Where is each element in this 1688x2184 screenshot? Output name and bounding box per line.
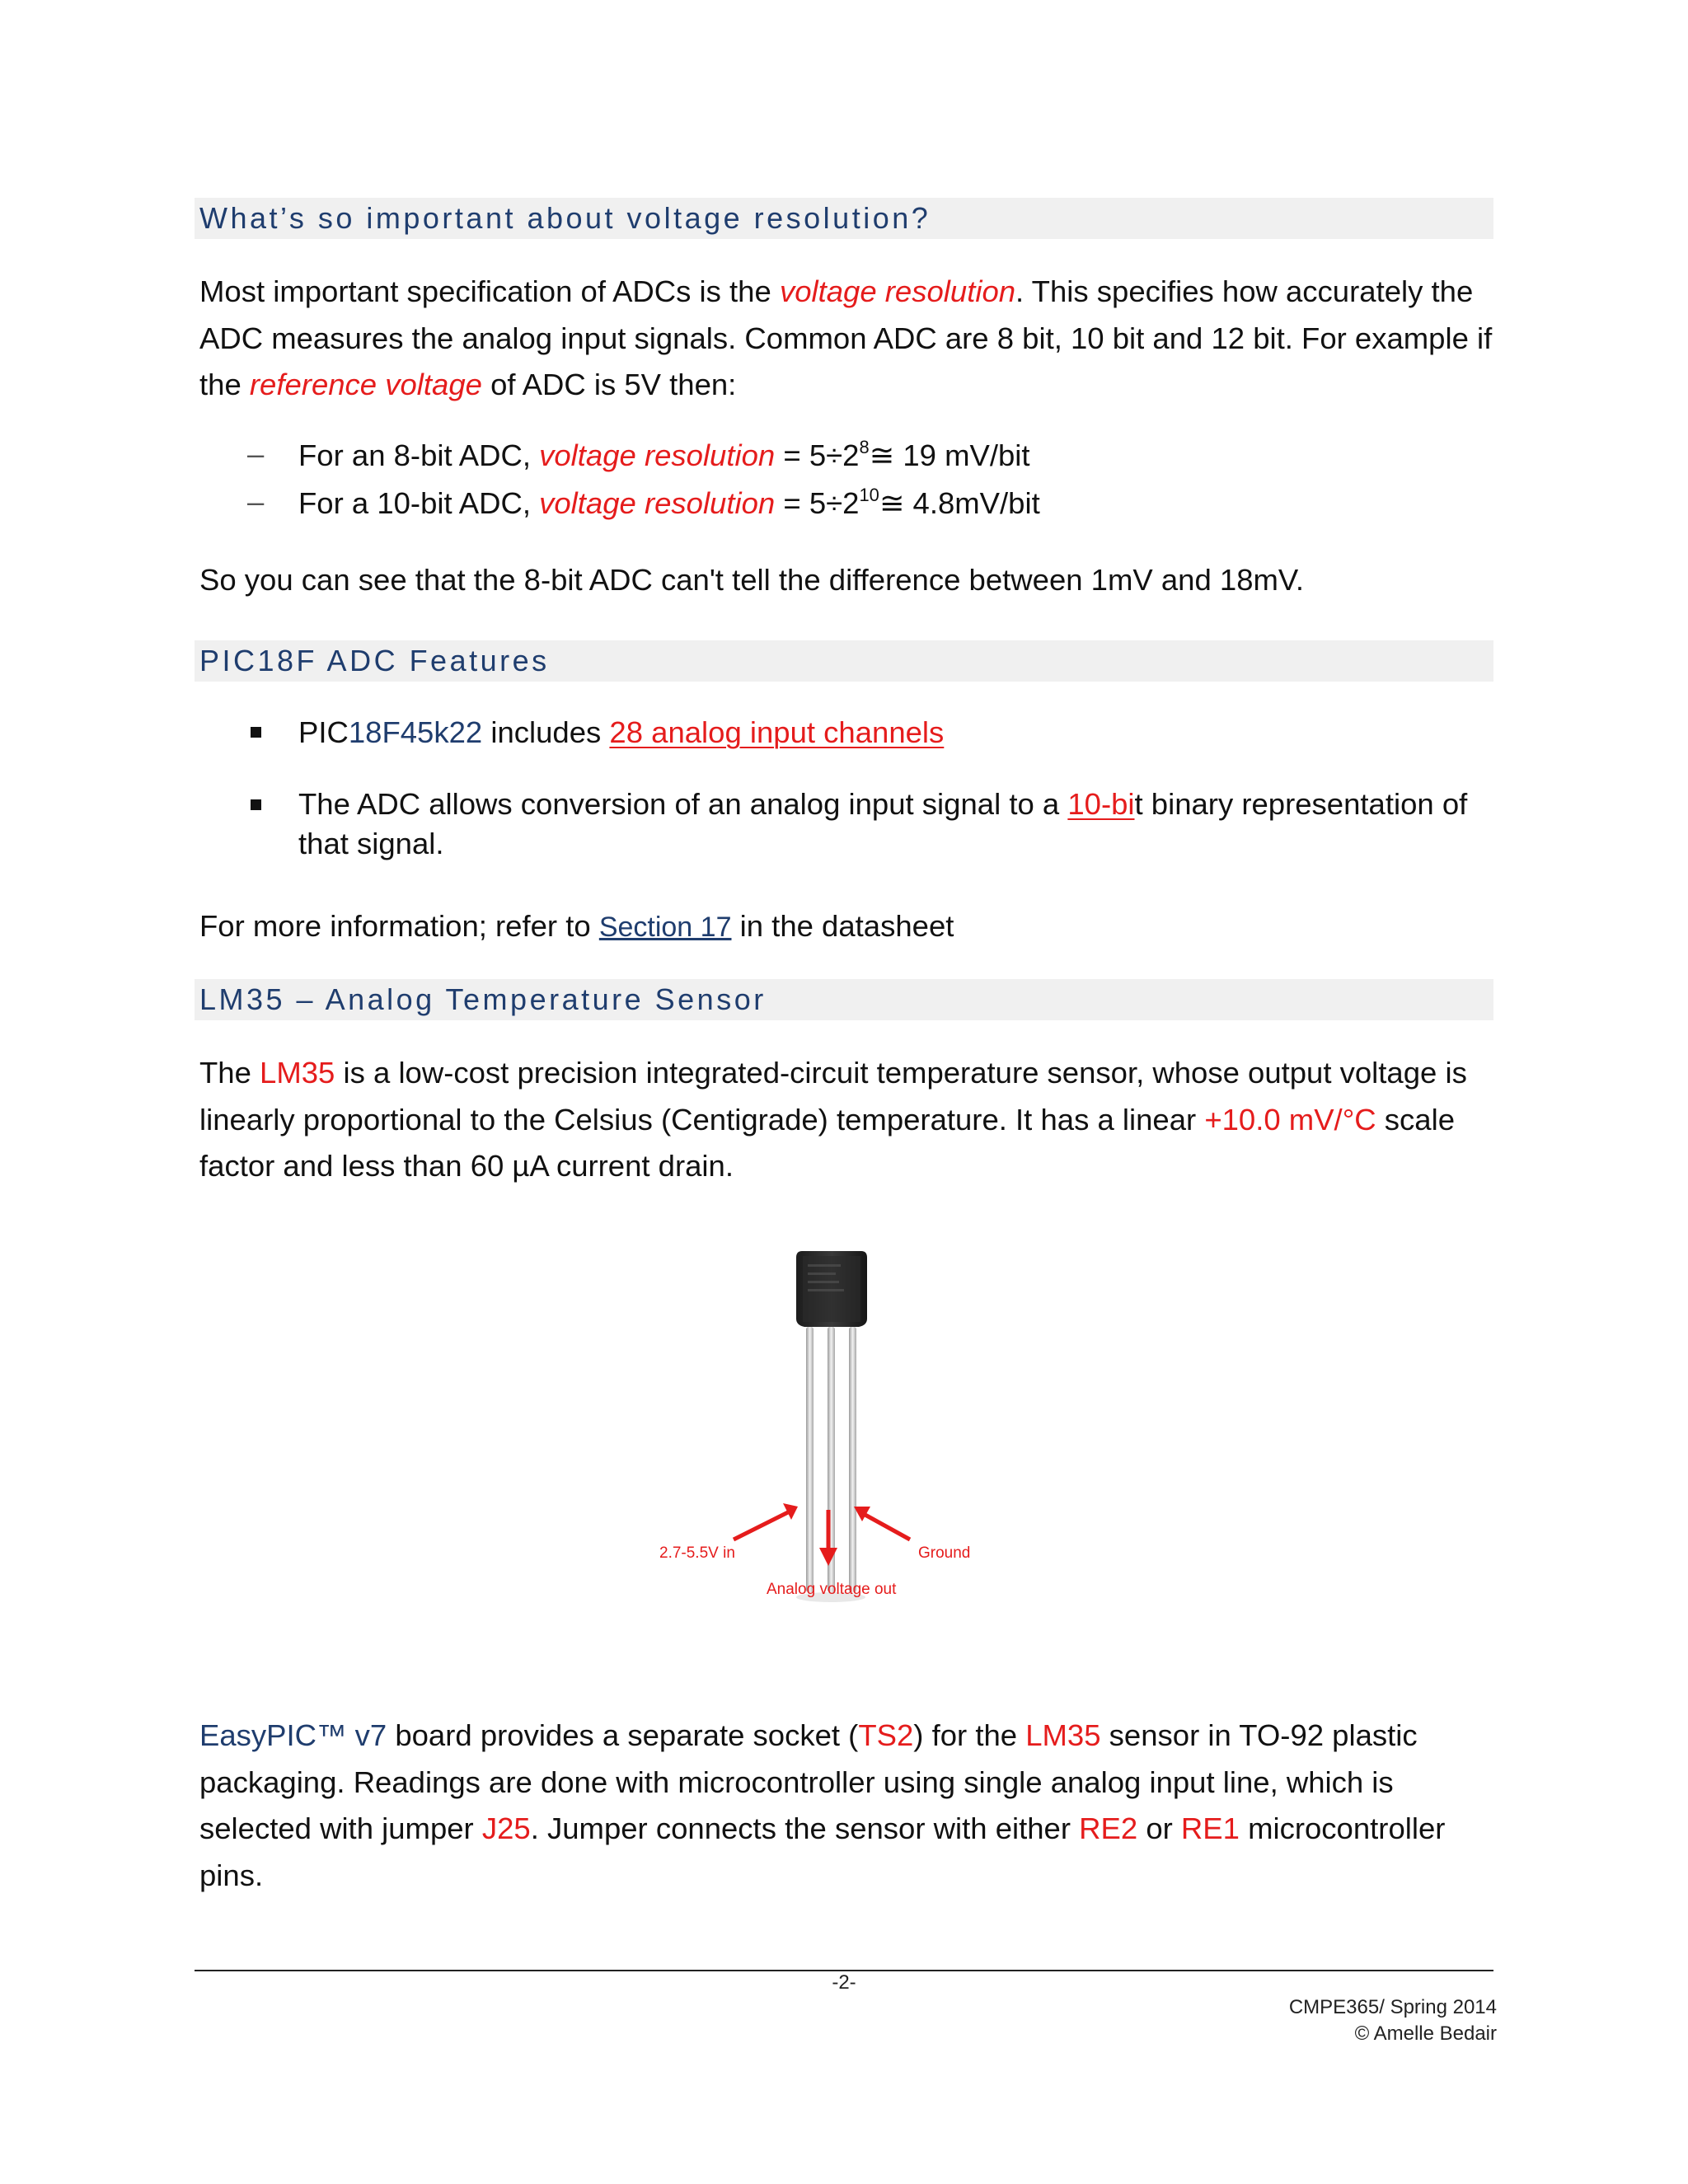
chip-name: 18F45k22 [348,715,483,749]
label-vout: Analog voltage out [767,1581,897,1598]
board-name: EasyPIC™ v7 [199,1718,387,1752]
socket-ts2: TS2 [858,1718,914,1752]
text-run: The ADC allows conversion of an analog input signal to a [298,787,1068,821]
text-run: includes [482,715,610,749]
paragraph-lm35-intro [199,1050,1502,1190]
text-run: ) for the [913,1718,1026,1752]
text-run: For a 10-bit ADC, [298,486,540,520]
text-run: PIC [298,715,349,749]
text-run: For more information; refer to [199,909,599,943]
term-voltage-resolution: voltage resolution [779,274,1016,308]
text-run: board provides a separate socket ( [387,1718,859,1752]
arrow-left-icon [734,1503,798,1540]
analog-channels-link: 28 analog input channels [609,715,945,749]
lm35-term: LM35 [260,1056,335,1090]
term-reference-voltage: reference voltage [249,368,482,401]
formula: = 5÷2 [775,486,860,520]
result: ≅ 19 mV/bit [869,438,1030,472]
text-run: is a low-cost precision integrated-circuit temperature sensor, whose output voltage is linearly proportional to the Celsius (Centigrade) temperature. It has a linear [199,1056,1467,1137]
text-run: Most important specification of ADCs is the [199,274,780,308]
exponent: 10 [859,484,879,505]
pin-re1: RE1 [1180,1811,1240,1845]
pin-labels [643,1500,1022,1624]
text-run: sensor in TO-92 plastic packaging. Readings are done with microcontroller using single analog input line, which is selected with jumper [199,1718,1418,1845]
paragraph-easypic [199,1713,1502,1899]
term-voltage-resolution: voltage resolution [539,486,776,520]
list-item-8bit [298,435,1493,476]
section-17-link[interactable]: Section 17 [598,912,732,943]
heading-text: PIC18F ADC Features [199,644,550,677]
text-run: scale factor and less than 60 µA current drain. [199,1102,1456,1183]
square-bullet [251,727,261,738]
section-heading-lm35 [195,979,1493,1020]
text-run: in the datasheet [731,909,954,943]
text-run: or [1137,1811,1181,1845]
label-ground: Ground [918,1544,971,1562]
label-vin: 2.7-5.5V in [659,1544,735,1562]
paragraph-conclusion [199,557,1502,604]
section-heading-adc-features [195,640,1493,682]
formula: = 5÷2 [775,438,860,472]
text-run: So you can see that the 8-bit ADC can't tell the difference between 1mV and 18mV. [199,563,1305,597]
text-run: . Jumper connects the sensor with either [530,1811,1080,1845]
arrow-right-icon [854,1507,910,1540]
page-number: -2- [832,1971,856,1994]
text-run: The [199,1056,260,1090]
list-item-10bit [298,483,1493,524]
arrow-down-icon [819,1510,837,1566]
text-run: . This specifies how accurately the ADC measures the analog input signals. Common ADC are 8 bit, 10 bit and 12 bit. For example if the [199,274,1493,401]
section-heading-voltage-resolution [195,198,1493,239]
text-run: t binary representation of that signal. [298,787,1468,860]
result: ≅ 4.8mV/bit [879,486,1040,520]
scale-factor: +10.0 mV/°C [1204,1102,1376,1137]
heading-text: What’s so important about voltage resolution? [199,201,931,235]
bits-highlight: 10-bi [1067,787,1135,821]
text-run: For an 8-bit ADC, [298,438,540,472]
dash-bullet: – [247,485,265,518]
dash-bullet: – [247,437,265,471]
footer-course: CMPE365/ Spring 2014 [1288,1996,1497,2018]
pin-re2: RE2 [1079,1811,1138,1845]
to92-package [796,1251,867,1327]
square-bullet [251,799,261,810]
paragraph-more-info [199,903,1502,951]
heading-text: LM35 – Analog Temperature Sensor [199,982,767,1016]
list-item-conversion [298,785,1493,864]
lm35-term: LM35 [1025,1718,1101,1752]
jumper-j25: J25 [481,1811,531,1845]
list-item-channels [298,712,1493,753]
text-run: of ADC is 5V then: [481,368,737,401]
footer-author: © Amelle Bedair [1354,2022,1497,2045]
exponent: 8 [859,436,870,457]
paragraph-voltage-resolution-intro [199,269,1502,409]
term-voltage-resolution: voltage resolution [539,438,776,472]
text-run: microcontroller pins. [199,1811,1446,1892]
